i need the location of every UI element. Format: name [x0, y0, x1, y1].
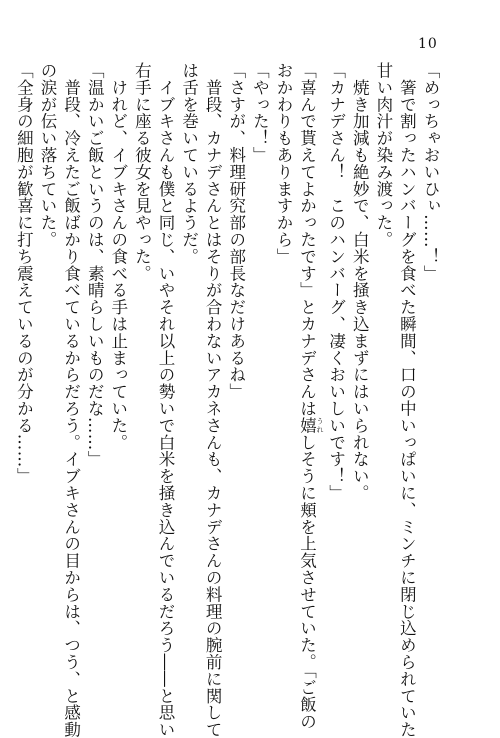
text-line: 「めっちゃおいひぃ……！」: [421, 62, 440, 282]
text-line: 箸で割ったハンバーグを食べた瞬間、口の中いっぱいに、ミンチに閉じ込められていた: [397, 62, 417, 738]
text-line: 焼き加減も絶妙で、白米を掻き込まずにはいられない。: [350, 62, 370, 502]
text-line: 「カナデさん！ このハンバーグ、凄くおいしいです！」: [326, 62, 346, 502]
page-number: 10: [418, 36, 438, 52]
text-line: 右手に座る彼女を見やった。: [132, 62, 152, 282]
text-line: 「やった！」: [250, 62, 270, 164]
ruby-annotation: 嬉 うれ: [297, 416, 325, 434]
ruby-reading: うれ: [316, 416, 325, 434]
text-line: は舌を巻いているようだ。: [179, 62, 199, 265]
text-line: おかわりもありますから」: [273, 62, 293, 265]
text-line: 「さすが、料理研究部の部長なだけあるね」: [226, 62, 246, 400]
body-text: [12, 62, 442, 738]
text-line: けれど、イブキさんの食べる手は止まっていた。: [108, 62, 128, 451]
text-line-with-ruby: 「喜んで貰えてよかったです」とカナデさんは嬉 うれしそうに頬を上気させていた。「ご飯の: [297, 62, 325, 730]
text-line: の涙が伝い落ちていた。: [38, 62, 57, 248]
text-line: 「全身の細胞が歓喜に打ち震えているのが分かる……」: [14, 62, 34, 485]
text-line: 普段、冷えたご飯ばかり食べているからだろう。イブキさんの目からは、つう、と感動: [61, 62, 81, 738]
text-line: 「温かいご飯というのは、素晴らしいものだな……」: [85, 62, 105, 468]
text-line: 普段、カナデさんとはそりが合わないアカネさんも、カナデさんの料理の腕前に関して: [203, 62, 223, 738]
text-line: 甘い肉汁が染み渡った。: [373, 62, 393, 248]
text-line: イブキさんも僕と同じ、いやそれ以上の勢いで白米を掻き込んでいるだろう――と思い: [155, 62, 175, 738]
